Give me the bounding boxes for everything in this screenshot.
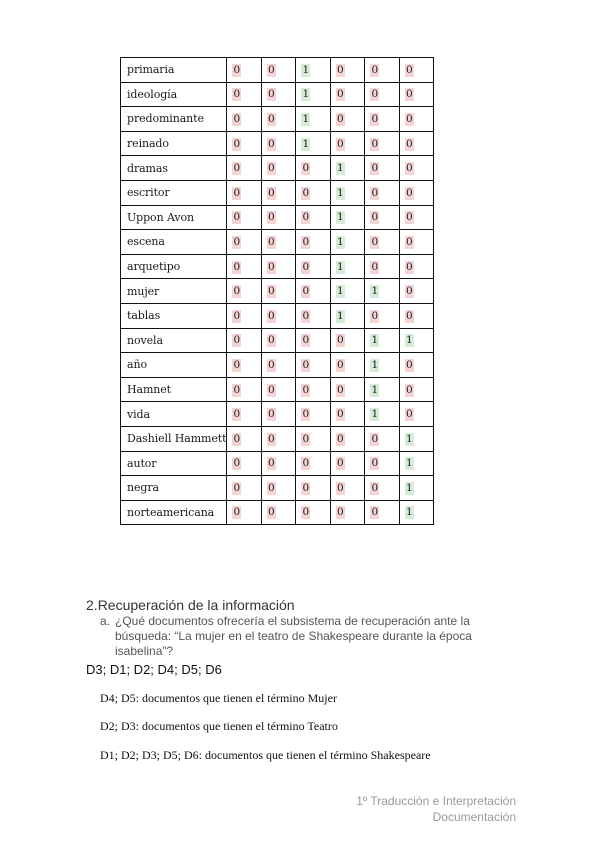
- matrix-row: [121, 451, 434, 476]
- term-cell: reinado: [121, 131, 227, 156]
- cell-value: 0: [267, 457, 275, 470]
- doc-cell: [261, 451, 296, 476]
- cell-value: 0: [405, 186, 413, 199]
- matrix-row: [121, 328, 434, 353]
- cell-value: 0: [371, 88, 379, 101]
- cell-value: 0: [233, 137, 241, 150]
- doc-cell: [330, 205, 365, 230]
- doc-cell: [365, 426, 400, 451]
- doc-cell: [296, 230, 331, 255]
- cell-value: 0: [302, 334, 310, 347]
- doc-cell: [330, 180, 365, 205]
- doc-cell: [261, 58, 296, 83]
- cell-value: 0: [405, 358, 413, 371]
- term-cell: autor: [121, 451, 227, 476]
- term-cell: dramas: [121, 156, 227, 181]
- cell-value: 1: [405, 334, 413, 347]
- doc-cell: [227, 254, 262, 279]
- matrix-row: [121, 230, 434, 255]
- doc-cell: [261, 426, 296, 451]
- cell-value: 1: [405, 457, 413, 470]
- doc-cell: [399, 254, 434, 279]
- doc-cell: [227, 402, 262, 427]
- term-cell: Uppon Avon: [121, 205, 227, 230]
- term-cell: escena: [121, 230, 227, 255]
- cell-value: 1: [371, 383, 379, 396]
- doc-cell: [365, 476, 400, 501]
- cell-value: 1: [302, 88, 310, 101]
- doc-cell: [365, 131, 400, 156]
- doc-cell: [365, 328, 400, 353]
- cell-value: 0: [371, 112, 379, 125]
- doc-cell: [399, 205, 434, 230]
- doc-cell: [399, 500, 434, 525]
- cell-value: 0: [371, 235, 379, 248]
- term-cell: Dashiell Hammett: [121, 426, 227, 451]
- doc-cell: [399, 377, 434, 402]
- term-cell: predominante: [121, 107, 227, 132]
- cell-value: 0: [233, 186, 241, 199]
- doc-cell: [330, 107, 365, 132]
- doc-cell: [330, 476, 365, 501]
- section-number: 2.: [86, 597, 98, 613]
- cell-value: 0: [371, 506, 379, 519]
- cell-value: 0: [371, 211, 379, 224]
- doc-cell: [330, 58, 365, 83]
- cell-value: 0: [405, 285, 413, 298]
- doc-cell: [261, 180, 296, 205]
- cell-value: 0: [336, 88, 344, 101]
- doc-cell: [296, 156, 331, 181]
- term-cell: negra: [121, 476, 227, 501]
- doc-cell: [227, 377, 262, 402]
- cell-value: 0: [371, 137, 379, 150]
- matrix-row: [121, 500, 434, 525]
- doc-cell: [330, 230, 365, 255]
- doc-cell: [399, 402, 434, 427]
- term-cell: escritor: [121, 180, 227, 205]
- cell-value: 0: [371, 432, 379, 445]
- doc-cell: [399, 58, 434, 83]
- cell-value: 0: [302, 457, 310, 470]
- doc-cell: [296, 279, 331, 304]
- question-marker: a.: [100, 614, 111, 628]
- doc-cell: [330, 254, 365, 279]
- doc-cell: [261, 328, 296, 353]
- cell-value: 1: [302, 112, 310, 125]
- doc-cell: [227, 303, 262, 328]
- doc-cell: [330, 279, 365, 304]
- cell-value: 0: [405, 383, 413, 396]
- cell-value: 0: [267, 285, 275, 298]
- term-cell: mujer: [121, 279, 227, 304]
- doc-cell: [330, 156, 365, 181]
- term-cell: Hamnet: [121, 377, 227, 402]
- doc-cell: [330, 328, 365, 353]
- cell-value: 0: [371, 260, 379, 273]
- cell-value: 0: [267, 186, 275, 199]
- matrix-row: [121, 476, 434, 501]
- doc-cell: [399, 180, 434, 205]
- cell-value: 0: [405, 112, 413, 125]
- cell-value: 0: [336, 481, 344, 494]
- doc-cell: [296, 254, 331, 279]
- matrix-row: [121, 156, 434, 181]
- doc-cell: [261, 82, 296, 107]
- doc-cell: [365, 279, 400, 304]
- doc-cell: [261, 230, 296, 255]
- explanation-teatro: D2; D3: documentos que tienen el término Teatro: [100, 719, 338, 733]
- cell-value: 0: [267, 309, 275, 322]
- doc-cell: [296, 476, 331, 501]
- doc-cell: [330, 451, 365, 476]
- question-item: [100, 614, 500, 659]
- doc-cell: [296, 402, 331, 427]
- doc-cell: [399, 131, 434, 156]
- doc-cell: [227, 107, 262, 132]
- doc-cell: [227, 205, 262, 230]
- doc-cell: [296, 303, 331, 328]
- matrix-body: [121, 58, 434, 525]
- doc-cell: [330, 377, 365, 402]
- cell-value: 0: [405, 260, 413, 273]
- matrix-row: [121, 303, 434, 328]
- cell-value: 0: [267, 408, 275, 421]
- doc-cell: [365, 180, 400, 205]
- doc-cell: [330, 131, 365, 156]
- cell-value: 1: [405, 432, 413, 445]
- matrix-row: [121, 180, 434, 205]
- term-cell: primaria: [121, 58, 227, 83]
- cell-value: 0: [233, 211, 241, 224]
- matrix-row: [121, 426, 434, 451]
- doc-cell: [261, 402, 296, 427]
- doc-cell: [330, 402, 365, 427]
- doc-cell: [365, 500, 400, 525]
- cell-value: 0: [336, 334, 344, 347]
- doc-cell: [296, 180, 331, 205]
- cell-value: 0: [302, 506, 310, 519]
- cell-value: 0: [302, 260, 310, 273]
- doc-cell: [296, 426, 331, 451]
- doc-cell: [261, 353, 296, 378]
- doc-cell: [227, 279, 262, 304]
- doc-cell: [365, 353, 400, 378]
- cell-value: 0: [405, 137, 413, 150]
- cell-value: 1: [336, 186, 344, 199]
- doc-cell: [296, 451, 331, 476]
- cell-value: 0: [233, 506, 241, 519]
- doc-cell: [227, 82, 262, 107]
- cell-value: 0: [233, 309, 241, 322]
- term-cell: ideología: [121, 82, 227, 107]
- doc-cell: [296, 500, 331, 525]
- doc-cell: [227, 500, 262, 525]
- cell-value: 0: [233, 112, 241, 125]
- doc-cell: [330, 303, 365, 328]
- cell-value: 0: [302, 358, 310, 371]
- doc-cell: [399, 156, 434, 181]
- doc-cell: [296, 58, 331, 83]
- doc-cell: [399, 279, 434, 304]
- cell-value: 1: [371, 358, 379, 371]
- footer-course: 1º Traducción e Interpretación: [356, 794, 516, 808]
- cell-value: 0: [267, 211, 275, 224]
- doc-cell: [365, 205, 400, 230]
- doc-cell: [399, 328, 434, 353]
- doc-cell: [399, 451, 434, 476]
- cell-value: 0: [233, 285, 241, 298]
- cell-value: 0: [371, 481, 379, 494]
- doc-cell: [296, 377, 331, 402]
- doc-cell: [399, 303, 434, 328]
- doc-cell: [399, 426, 434, 451]
- cell-value: 0: [267, 260, 275, 273]
- cell-value: 0: [267, 88, 275, 101]
- cell-value: 0: [302, 162, 310, 175]
- cell-value: 0: [233, 358, 241, 371]
- cell-value: 0: [233, 235, 241, 248]
- cell-value: 1: [336, 211, 344, 224]
- doc-cell: [365, 254, 400, 279]
- matrix-row: [121, 58, 434, 83]
- cell-value: 1: [336, 260, 344, 273]
- doc-cell: [399, 353, 434, 378]
- doc-cell: [296, 82, 331, 107]
- matrix-row: [121, 131, 434, 156]
- cell-value: 0: [336, 137, 344, 150]
- doc-cell: [261, 500, 296, 525]
- cell-value: 0: [405, 162, 413, 175]
- cell-value: 0: [302, 186, 310, 199]
- answer-text: D3; D1; D2; D4; D5; D6: [86, 662, 222, 677]
- cell-value: 0: [267, 137, 275, 150]
- cell-value: 0: [302, 309, 310, 322]
- cell-value: 0: [267, 334, 275, 347]
- cell-value: 1: [371, 408, 379, 421]
- doc-cell: [261, 279, 296, 304]
- doc-cell: [296, 107, 331, 132]
- doc-cell: [330, 500, 365, 525]
- doc-cell: [261, 377, 296, 402]
- cell-value: 1: [371, 285, 379, 298]
- doc-cell: [330, 82, 365, 107]
- doc-cell: [399, 476, 434, 501]
- cell-value: 0: [302, 211, 310, 224]
- cell-value: 1: [336, 235, 344, 248]
- cell-value: 0: [233, 88, 241, 101]
- matrix-row: [121, 107, 434, 132]
- doc-cell: [227, 58, 262, 83]
- doc-cell: [227, 180, 262, 205]
- doc-cell: [365, 58, 400, 83]
- cell-value: 0: [267, 506, 275, 519]
- explanation-shakespeare: D1; D2; D3; D5; D6: documentos que tienen el término Shakespeare: [100, 748, 431, 762]
- cell-value: 0: [371, 186, 379, 199]
- doc-cell: [365, 451, 400, 476]
- section-title-text: Recuperación de la información: [97, 597, 295, 613]
- doc-cell: [261, 131, 296, 156]
- cell-value: 0: [267, 63, 275, 76]
- cell-value: 0: [405, 211, 413, 224]
- doc-cell: [365, 303, 400, 328]
- term-cell: año: [121, 353, 227, 378]
- cell-value: 0: [371, 162, 379, 175]
- doc-cell: [261, 303, 296, 328]
- doc-cell: [227, 156, 262, 181]
- doc-cell: [227, 131, 262, 156]
- cell-value: 0: [267, 112, 275, 125]
- cell-value: 0: [302, 383, 310, 396]
- term-cell: arquetipo: [121, 254, 227, 279]
- cell-value: 0: [267, 481, 275, 494]
- doc-cell: [227, 476, 262, 501]
- cell-value: 0: [267, 358, 275, 371]
- doc-cell: [227, 426, 262, 451]
- doc-cell: [227, 328, 262, 353]
- explanation-mujer: D4; D5: documentos que tienen el término Mujer: [100, 691, 337, 705]
- doc-cell: [261, 254, 296, 279]
- cell-value: 1: [336, 309, 344, 322]
- doc-cell: [261, 205, 296, 230]
- matrix-row: [121, 377, 434, 402]
- doc-cell: [296, 353, 331, 378]
- cell-value: 1: [336, 285, 344, 298]
- matrix-row: [121, 353, 434, 378]
- cell-value: 1: [302, 63, 310, 76]
- cell-value: 0: [302, 432, 310, 445]
- doc-cell: [399, 82, 434, 107]
- matrix-row: [121, 402, 434, 427]
- cell-value: 0: [233, 457, 241, 470]
- cell-value: 0: [267, 235, 275, 248]
- cell-value: 1: [371, 334, 379, 347]
- cell-value: 0: [233, 408, 241, 421]
- cell-value: 0: [267, 432, 275, 445]
- doc-cell: [261, 156, 296, 181]
- doc-cell: [365, 82, 400, 107]
- term-cell: novela: [121, 328, 227, 353]
- doc-cell: [399, 107, 434, 132]
- cell-value: 0: [233, 481, 241, 494]
- cell-value: 1: [302, 137, 310, 150]
- doc-cell: [227, 230, 262, 255]
- cell-value: 0: [336, 506, 344, 519]
- cell-value: 0: [336, 358, 344, 371]
- cell-value: 1: [405, 481, 413, 494]
- matrix-row: [121, 279, 434, 304]
- cell-value: 1: [336, 162, 344, 175]
- doc-cell: [365, 107, 400, 132]
- doc-cell: [296, 131, 331, 156]
- cell-value: 0: [267, 383, 275, 396]
- cell-value: 0: [233, 63, 241, 76]
- cell-value: 0: [302, 235, 310, 248]
- doc-cell: [365, 377, 400, 402]
- cell-value: 0: [233, 334, 241, 347]
- cell-value: 0: [302, 481, 310, 494]
- doc-cell: [399, 230, 434, 255]
- cell-value: 0: [302, 408, 310, 421]
- cell-value: 0: [336, 112, 344, 125]
- cell-value: 0: [336, 383, 344, 396]
- doc-cell: [296, 328, 331, 353]
- doc-cell: [296, 205, 331, 230]
- term-cell: vida: [121, 402, 227, 427]
- cell-value: 0: [336, 457, 344, 470]
- doc-cell: [365, 230, 400, 255]
- doc-cell: [261, 107, 296, 132]
- cell-value: 0: [336, 432, 344, 445]
- cell-value: 0: [405, 88, 413, 101]
- cell-value: 0: [405, 63, 413, 76]
- doc-cell: [227, 451, 262, 476]
- cell-value: 0: [371, 457, 379, 470]
- cell-value: 0: [233, 383, 241, 396]
- matrix-row: [121, 254, 434, 279]
- term-document-matrix: [120, 57, 434, 525]
- cell-value: 0: [405, 309, 413, 322]
- cell-value: 0: [267, 162, 275, 175]
- cell-value: 0: [371, 63, 379, 76]
- cell-value: 0: [233, 162, 241, 175]
- doc-cell: [330, 353, 365, 378]
- doc-cell: [365, 156, 400, 181]
- matrix-row: [121, 205, 434, 230]
- term-cell: tablas: [121, 303, 227, 328]
- cell-value: 0: [302, 285, 310, 298]
- term-cell: norteamericana: [121, 500, 227, 525]
- cell-value: 0: [405, 408, 413, 421]
- section-title: [86, 597, 295, 613]
- question-text: ¿Qué documentos ofrecería el subsistema de recuperación ante la búsqueda: “La mujer en el teatro de Shakespeare durante la época isabelina”?: [115, 614, 472, 658]
- cell-value: 0: [233, 260, 241, 273]
- cell-value: 0: [336, 408, 344, 421]
- footer-subject: Documentación: [432, 810, 516, 824]
- cell-value: 0: [336, 63, 344, 76]
- doc-cell: [330, 426, 365, 451]
- doc-cell: [365, 402, 400, 427]
- cell-value: 0: [405, 235, 413, 248]
- doc-cell: [261, 476, 296, 501]
- matrix-row: [121, 82, 434, 107]
- cell-value: 0: [233, 432, 241, 445]
- cell-value: 0: [371, 309, 379, 322]
- cell-value: 1: [405, 506, 413, 519]
- doc-cell: [227, 353, 262, 378]
